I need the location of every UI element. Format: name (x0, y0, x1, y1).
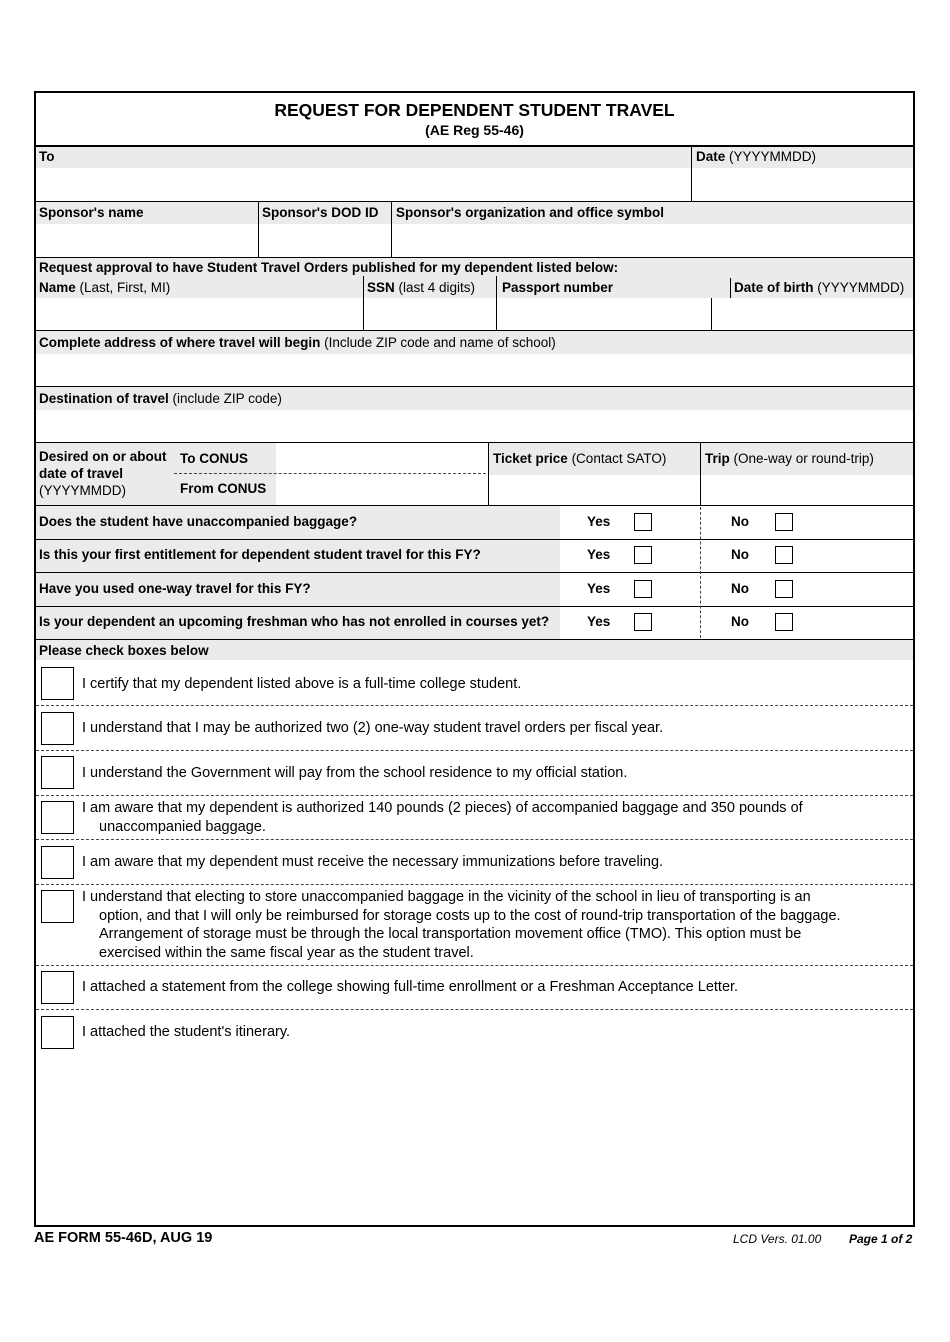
yes-label: Yes (587, 581, 611, 596)
divider (34, 572, 915, 573)
question-text: Is this your first entitlement for dependent student travel for this FY? (39, 547, 481, 562)
divider (730, 278, 731, 298)
ticket-price-label: Ticket price (Contact SATO) (493, 451, 667, 466)
checklist-item-text: I understand that electing to store unaccompanied baggage in the vicinity of the school in lieu of transporting is an option, and that I will only be reimbursed for storage costs up to the cost of round-trip transportation of the baggage. Arrangement of storage must be through the local transportation movement office (TMO). This option must be exercised within the same fiscal year as the student travel. (82, 889, 841, 961)
no-label: No (731, 547, 749, 562)
dashed-divider (700, 507, 701, 638)
no-label: No (731, 514, 749, 529)
page-number: Page 1 of 2 (849, 1232, 913, 1246)
date-field[interactable] (693, 169, 912, 201)
dashed-divider (36, 839, 913, 840)
dashed-divider (36, 884, 913, 885)
date-label: Date (YYYYMMDD) (696, 149, 817, 164)
no-label: No (731, 581, 749, 596)
address-label: Complete address of where travel will begin (Include ZIP code and name of school) (39, 335, 556, 350)
sponsor-org-label: Sponsor's organization and office symbol (396, 205, 664, 220)
to-conus-field[interactable] (278, 445, 486, 471)
from-conus-label: From CONUS (180, 481, 267, 496)
dashed-divider (36, 705, 913, 706)
dashed-divider (36, 750, 913, 751)
question-yes-checkbox[interactable] (634, 513, 652, 531)
itinerary-checkbox[interactable] (41, 1016, 74, 1049)
name-field[interactable] (37, 299, 361, 329)
checklist-item-text: I attached the student's itinerary. (82, 1024, 291, 1040)
yes-label: Yes (587, 614, 611, 629)
divider (363, 276, 364, 330)
question-no-checkbox[interactable] (775, 546, 793, 564)
trip-field[interactable] (702, 476, 912, 504)
form-id: AE FORM 55-46D, AUG 19 (34, 1230, 213, 1246)
storage-option-checkbox[interactable] (41, 890, 74, 923)
sponsor-name-field[interactable] (37, 225, 256, 256)
to-field[interactable] (37, 169, 689, 201)
question-no-checkbox[interactable] (775, 613, 793, 631)
yes-label: Yes (587, 514, 611, 529)
dob-field[interactable] (713, 299, 912, 329)
divider (700, 442, 701, 505)
dashed-divider (36, 1009, 913, 1010)
immunizations-checkbox[interactable] (41, 846, 74, 879)
checklist-heading: Please check boxes below (39, 643, 209, 658)
divider (711, 298, 712, 330)
sponsor-name-label: Sponsor's name (39, 205, 144, 220)
two-orders-checkbox[interactable] (41, 712, 74, 745)
divider (34, 606, 915, 607)
sponsor-org-field[interactable] (393, 225, 912, 256)
checklist-item-text: I understand that I may be authorized two (2) one-way student travel orders per fiscal year. (82, 720, 664, 736)
sponsor-dod-id-field[interactable] (260, 225, 389, 256)
form-subtitle: (AE Reg 55-46) (425, 122, 524, 138)
question-no-checkbox[interactable] (775, 580, 793, 598)
question-no-checkbox[interactable] (775, 513, 793, 531)
government-pay-checkbox[interactable] (41, 756, 74, 789)
desired-date-label-1: Desired on or about (39, 449, 167, 464)
dashed-divider (174, 473, 486, 474)
question-yes-checkbox[interactable] (634, 546, 652, 564)
request-text: Request approval to have Student Travel Orders published for my dependent listed below: (39, 260, 619, 275)
form-version: LCD Vers. 01.00 (733, 1232, 822, 1246)
desired-date-label-2: date of travel (39, 466, 124, 481)
baggage-allowance-checkbox[interactable] (41, 801, 74, 834)
checklist-item-text: I attached a statement from the college showing full-time enrollment or a Freshman Acceptance Letter. (82, 979, 739, 995)
address-field[interactable] (37, 355, 912, 385)
destination-label: Destination of travel (include ZIP code) (39, 391, 282, 406)
divider (258, 201, 259, 257)
sponsor-dod-id-label: Sponsor's DOD ID (262, 205, 379, 220)
ssn-label: SSN (last 4 digits) (367, 280, 476, 295)
to-conus-label: To CONUS (180, 451, 248, 466)
checklist-item-text: I understand the Government will pay from the school residence to my official station. (82, 765, 628, 781)
to-label: To (39, 149, 55, 164)
divider (496, 276, 497, 330)
passport-field[interactable] (498, 299, 709, 329)
name-label: Name (Last, First, MI) (39, 280, 171, 295)
divider (691, 146, 692, 202)
no-label: No (731, 614, 749, 629)
question-text: Does the student have unaccompanied baggage? (39, 514, 358, 529)
question-text: Is your dependent an upcoming freshman who has not enrolled in courses yet? (39, 614, 550, 629)
from-conus-field[interactable] (278, 476, 486, 504)
ticket-price-field[interactable] (490, 476, 698, 504)
checklist-item-text: I am aware that my dependent must receive the necessary immunizations before traveling. (82, 854, 664, 870)
enrollment-statement-checkbox[interactable] (41, 971, 74, 1004)
dob-label: Date of birth (YYYYMMDD) (734, 280, 905, 295)
form-title: REQUEST FOR DEPENDENT STUDENT TRAVEL (274, 100, 675, 120)
ssn-field[interactable] (365, 299, 494, 329)
checklist-item-text: I certify that my dependent listed above is a full-time college student. (82, 676, 522, 692)
question-yes-checkbox[interactable] (634, 580, 652, 598)
divider (391, 201, 392, 257)
divider (34, 539, 915, 540)
checklist-item-text: I am aware that my dependent is authorized 140 pounds (2 pieces) of accompanied baggage and 350 pounds of unaccompanied baggage. (82, 800, 803, 835)
yes-label: Yes (587, 547, 611, 562)
destination-field[interactable] (37, 411, 912, 441)
certify-checkbox[interactable] (41, 667, 74, 700)
question-text: Have you used one-way travel for this FY? (39, 581, 311, 596)
dashed-divider (36, 795, 913, 796)
divider (488, 442, 489, 505)
passport-label: Passport number (502, 280, 614, 295)
question-yes-checkbox[interactable] (634, 613, 652, 631)
trip-label: Trip (One-way or round-trip) (705, 451, 874, 466)
dashed-divider (36, 965, 913, 966)
desired-date-label-3: (YYYYMMDD) (39, 483, 126, 498)
